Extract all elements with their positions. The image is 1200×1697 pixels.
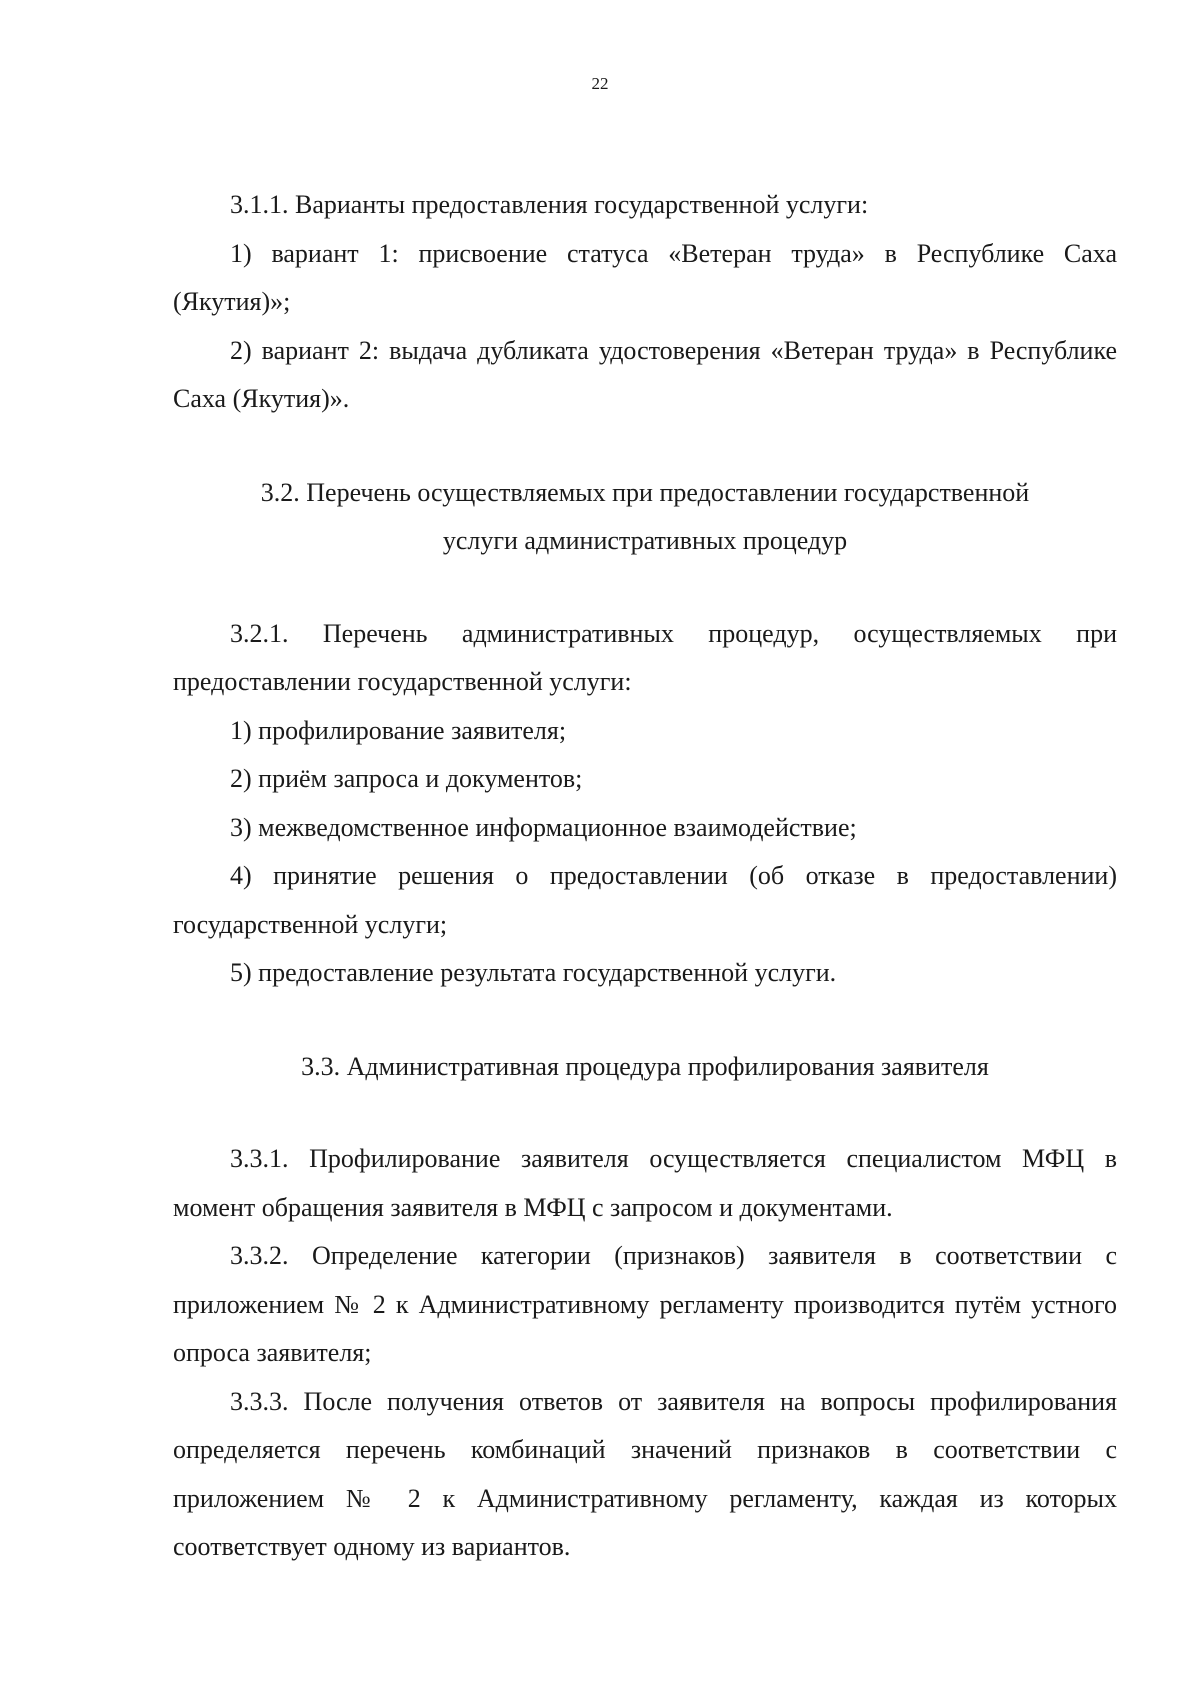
procedure-item-3: 3) межведомственное информационное взаимодействие;: [230, 812, 857, 842]
paragraph-3-1-1-title: 3.1.1. Варианты предоставления государственной услуги:: [230, 190, 869, 219]
section-3-2-heading-line-1: 3.2. Перечень осуществляемых при предоставлении государственной: [260, 477, 1030, 507]
procedure-item-1: 1) профилирование заявителя;: [230, 715, 567, 745]
variant-1-item: 1) вариант 1: присвоение статуса «Ветеран труда» в Республике Саха (Якутия)»;: [173, 238, 1117, 316]
section-3-3-heading: 3.3. Административная процедура профилирования заявителя: [301, 1051, 989, 1081]
paragraph-3-2-1: 3.2.1. Перечень административных процедур, осуществляемых при предоставлении государственной услуги:: [173, 618, 1117, 696]
paragraph-3-3-2: 3.3.2. Определение категории (признаков) заявителя в соответствии с приложением № 2 к Административному регламенту производится путём устного опроса заявителя;: [173, 1241, 1117, 1367]
document-body: [173, 181, 1117, 1572]
paragraph-3-3-3: 3.3.3. После получения ответов от заявителя на вопросы профилирования определяется перечень комбинаций значений признаков в соответствии с приложением № 2 к Административному регламенту, каждая из которых соответствует одному из вариантов.: [173, 1386, 1117, 1561]
procedure-item-5: 5) предоставление результата государственной услуги.: [230, 958, 837, 987]
paragraph-3-3-1: 3.3.1. Профилирование заявителя осуществляется специалистом МФЦ в момент обращения заявителя в МФЦ с запросом и документами.: [173, 1144, 1117, 1222]
procedure-item-2: 2) приём запроса и документов;: [230, 764, 583, 793]
section-3-2-heading: [173, 469, 1117, 566]
procedure-item-4: 4) принятие решения о предоставлении (об отказе в предоставлении) государственной услуги;: [173, 861, 1117, 939]
section-3-2-heading-line-2: услуги административных процедур: [442, 526, 848, 555]
variant-2-item: 2) вариант 2: выдача дубликата удостоверения «Ветеран труда» в Республике Саха (Якутия)».: [173, 335, 1117, 413]
page-number: 22: [591, 74, 609, 93]
